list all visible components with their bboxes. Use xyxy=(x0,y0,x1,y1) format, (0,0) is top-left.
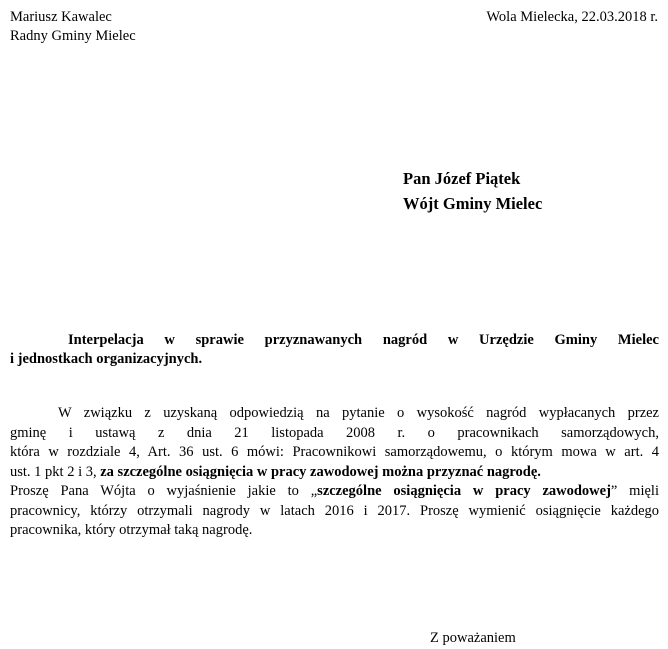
letter-body xyxy=(10,404,659,541)
recipient-name: Pan Józef Piątek xyxy=(403,169,521,188)
body-line-quote xyxy=(10,463,659,483)
body-line: która w rozdziale 4, Art. 36 ust. 6 mówi: Pracownikowi samorządowemu, o którym mowa w art. 4 xyxy=(10,444,659,460)
sender-name: Mariusz Kawalec xyxy=(10,9,112,25)
body-line: pracownicy, którzy otrzymali nagrody w latach 2016 i 2017. Proszę wymienić osiągnięcie każdego xyxy=(10,502,659,519)
place-and-date: Wola Mielecka, 22.03.2018 r. xyxy=(486,9,658,25)
recipient-title: Wójt Gminy Mielec xyxy=(403,194,543,213)
subject-line-2: i jednostkach organizacyjnych. xyxy=(10,351,203,367)
body-bold-text: szczególne osiągnięcia w pracy zawodowej xyxy=(317,483,611,499)
body-line: W związku z uzyskaną odpowiedzią na pytanie o wysokość nagród wypłacanych przez xyxy=(58,405,659,421)
sender-block xyxy=(10,8,136,46)
recipient-block xyxy=(403,166,542,216)
body-text: ust. 1 pkt 2 i 3, xyxy=(10,463,101,480)
body-bold-text: za szczególne osiągnięcia w pracy zawodowej można przyznać nagrodę. xyxy=(100,463,541,480)
closing-salutation: Z poważaniem xyxy=(430,630,516,646)
subject-heading xyxy=(10,331,659,369)
body-line-request xyxy=(10,482,659,502)
body-line: gminę i ustawą z dnia 21 listopada 2008 r. o pracownikach samorządowych, xyxy=(10,424,659,441)
body-text: ” mięli xyxy=(610,483,659,499)
body-text: Proszę Pana Wójta o wyjaśnienie jakie to „ xyxy=(10,483,318,499)
subject-line-1: Interpelacja w sprawie przyznawanych nagród w Urzędzie Gminy Mielec xyxy=(68,332,659,348)
body-line: pracownika, który otrzymał taką nagrodę. xyxy=(10,522,253,538)
sender-role: Radny Gminy Mielec xyxy=(10,28,136,44)
